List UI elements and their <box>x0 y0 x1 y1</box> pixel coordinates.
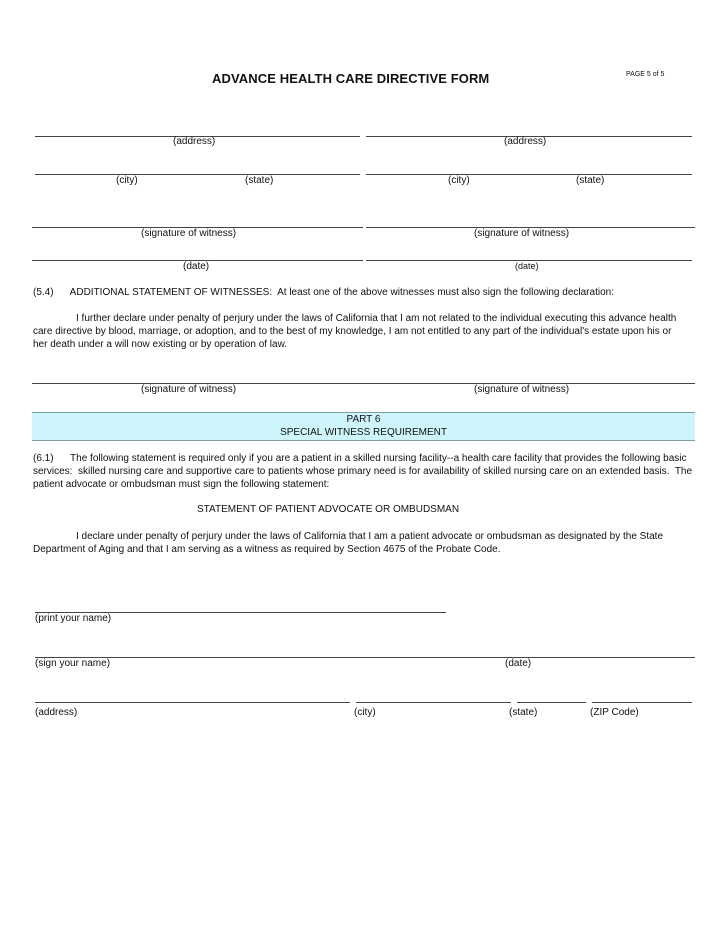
ombudsman-zip-line[interactable] <box>592 702 692 703</box>
ombudsman-state-label: (state) <box>509 707 538 718</box>
additional-signature-label-right: (signature of witness) <box>474 384 570 395</box>
signature-label-right: (signature of witness) <box>474 228 570 239</box>
ombudsman-address-line[interactable] <box>35 702 350 703</box>
signature-label-left: (signature of witness) <box>141 228 237 239</box>
part-6-banner <box>32 412 695 441</box>
section-5-4-body: I further declare under penalty of perjury under the laws of California that I am not related to the individual executing this advance health care directive by blood, marriage, or adoption, and to the best of my knowledge, I am not entitled to any part of the individual's estate upon his or her death under a will now existing or by operation of law. <box>33 313 677 350</box>
part-6-label: PART 6 <box>346 414 381 425</box>
date-label-right: (date) <box>515 261 539 271</box>
city-label-right: (city) <box>448 175 470 186</box>
ombudsman-address-label: (address) <box>35 707 78 718</box>
sign-name-line[interactable] <box>35 657 695 658</box>
page-title: ADVANCE HEALTH CARE DIRECTIVE FORM <box>212 71 490 86</box>
part-6-title: SPECIAL WITNESS REQUIREMENT <box>280 427 447 438</box>
state-label-right: (state) <box>576 175 605 186</box>
ombudsman-city-line[interactable] <box>356 702 511 703</box>
additional-signature-line[interactable] <box>32 383 695 384</box>
section-5-4-heading: (5.4) ADDITIONAL STATEMENT OF WITNESSES: At least one of the above witnesses must also sign the following declaration: <box>33 287 614 298</box>
statement-title: STATEMENT OF PATIENT ADVOCATE OR OMBUDSMAN <box>197 504 460 515</box>
sign-name-label: (sign your name) <box>35 658 111 669</box>
ombudsman-city-label: (city) <box>354 707 376 718</box>
city-label-left: (city) <box>116 175 138 186</box>
additional-signature-label-left: (signature of witness) <box>141 384 237 395</box>
city-state-line-left[interactable] <box>35 174 360 175</box>
page-number: PAGE 5 of 5 <box>626 71 665 78</box>
ombudsman-declaration: I declare under penalty of perjury under the laws of California that I am a patient advocate or ombudsman as designated by the State Department of Aging and that I am serving as a witness as required by Section 4675 of the Probate Code. <box>33 531 664 555</box>
print-name-label: (print your name) <box>35 613 112 624</box>
ombudsman-zip-label: (ZIP Code) <box>590 707 639 718</box>
date-label-left: (date) <box>183 261 210 272</box>
ombudsman-state-line[interactable] <box>517 702 586 703</box>
section-6-1-body: (6.1) The following statement is required only if you are a patient in a skilled nursing facility--a health care facility that provides the following basic services: skilled nursing care and supportive care to patients whose primary need is for availability of skilled nursing care on an extended basis. The patient advocate or ombudsman must sign the following statement: <box>33 453 695 490</box>
ombudsman-date-label: (date) <box>505 658 532 669</box>
city-state-line-right[interactable] <box>366 174 692 175</box>
address-label-left: (address) <box>173 136 216 147</box>
address-label-right: (address) <box>504 136 547 147</box>
state-label-left: (state) <box>245 175 274 186</box>
